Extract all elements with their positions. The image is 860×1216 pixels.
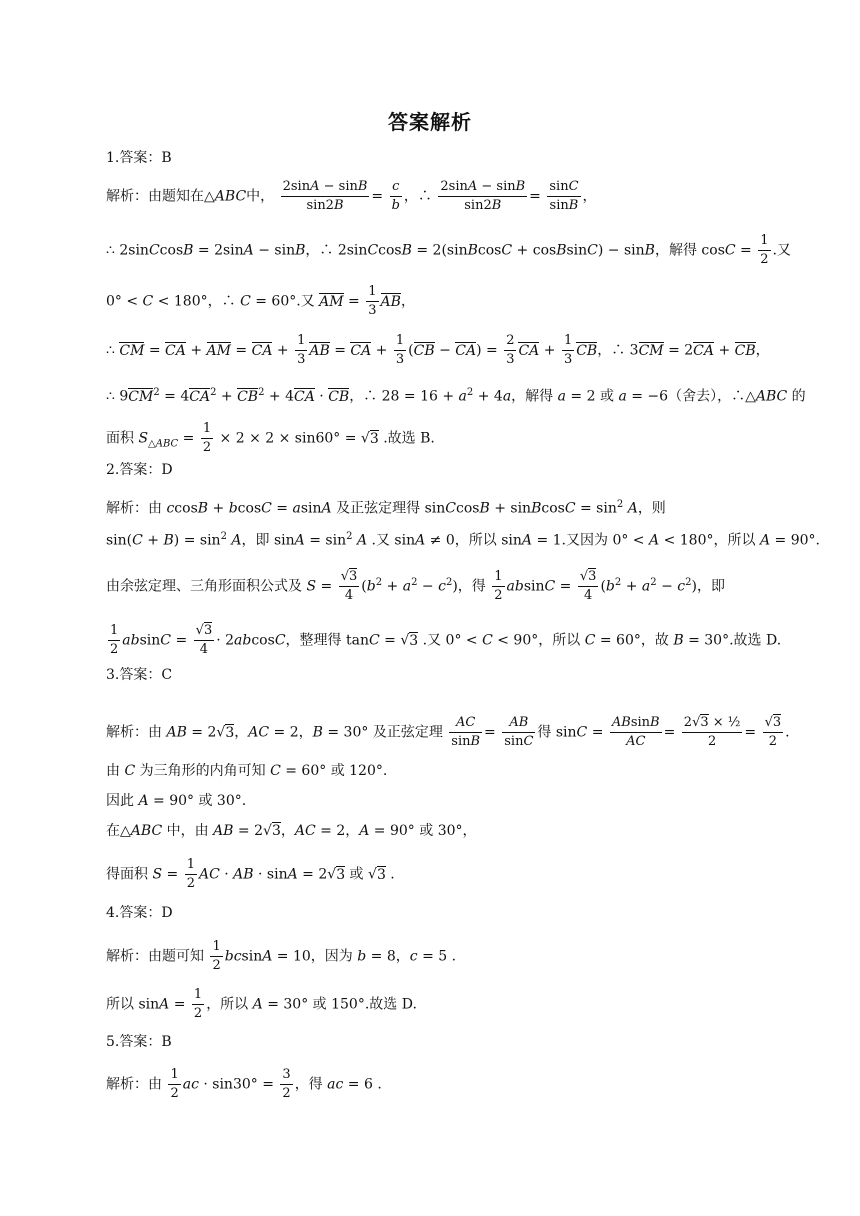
solution-3-line-4: 在△ABC 中，由 AB = 2√3，AC = 2，A = 90° 或 30°， [106,823,477,839]
answer-4-heading: 4.答案：D [106,905,173,921]
page-title: 答案解析 [388,110,472,134]
answer-3-heading: 3.答案：C [106,667,173,683]
solution-2-line-4: $\frac{1}{2}$ absinC = $\frac{√3}{4}$ · 2abcosC，整理得 tanC = √3 .又 0° < C < 90°，所以 C = 60°，故 B = 30°.故选 D. [110,623,782,657]
solution-2-line-2: $\sin(C + B) = \sin^2 A$，即 $\sin A = \sin^2 A$ .又 sinA ≠ 0，所以 sinA = 1.又因为 0° < A < 180°，所以 A = 90°. [106,531,820,549]
solution-1-line-4: ∴ CM = CA + AM = CA + $\frac{1}{3}$ AB = CA + $\frac{1}{3}$ (CB − CA) = $\frac{2}{3}$ CA + $\frac{1}{3}$ CB，∴ 3CM = 2CA + CB， [106,333,770,367]
answer-5-heading: 5.答案：B [106,1034,172,1050]
solution-1-line-6: 面积 $S_{\triangle ABC}$ = $\frac{1}{2}$ × 2 × 2 × sin60° = √3 .故选 B. [106,421,435,455]
solution-4-line-1: 解析：由题可知 $\frac{1}{2}$ bcsinA = 10，因为 b = 8，c = 5 . [106,939,457,973]
solution-2-line-3: 由余弦定理、三角形面积公式及 S = $\frac{√3}{4}$ $(b^2 + a^2 - c^2)$，得 $\frac{1}{2}$ absinC = $\frac{√3}{4}$ $(b^2 + a^2 - c^2)$，即 [106,569,725,603]
solution-3-line-3: 因此 A = 90° 或 30°. [106,793,247,809]
solution-3-line-2: 由 C 为三角形的内角可知 C = 60° 或 120°. [106,763,388,779]
solution-1-line-5: ∴ $9CM^2 = 4CA^2 + CB^2 + 4CA$ · CB，∴ $28 = 16 + a^2 + 4a$，解得 a = 2 或 a = −6（舍去），∴△ABC 的 [106,387,806,405]
answer-2-heading: 2.答案：D [106,462,173,478]
answer-1-heading: 1.答案：B [106,150,172,166]
solution-4-line-2: 所以 sinA = $\frac{1}{2}$ ，所以 A = 30° 或 150°.故选 D. [106,987,417,1021]
solution-3-line-5: 得面积 S = $\frac{1}{2}$ AC · AB · sinA = 2√3 或 √3 . [106,857,395,891]
solution-2-line-1: 解析：由 ccosB + bcosC = asinA 及正弦定理得 sinCcosB + sinBcosC = $\sin^2 A$，则 [106,499,666,517]
solution-5-line-1: 解析：由 $\frac{1}{2}$ ac · sin30° = $\frac{3}{2}$ ，得 ac = 6 . [106,1067,382,1101]
solution-3-line-1: 解析：由 AB = 2√3，AC = 2，B = 30° 及正弦定理 $\frac{AC}{\sin B}$ = $\frac{AB}{\sin C}$ 得 sinC = $\frac{ABsinB}{AC}$ = $\frac{\text{2√3 × ½}}{2}$ = $\frac{√3}{2}$ . [106,715,790,749]
solution-1-line-1: 解析：由题知在△ABC中， $\frac{2\sin A - \sin B}{\sin 2B}$ = $\frac{c}{b}$ ，∴ $\frac{2\sin A - \sin B}{\sin 2B}$ = $\frac{\sin C}{\sin B}$ ， [106,179,597,213]
solution-1-line-3: 0° < C < 180°，∴ C = 60°.又 AM = $\frac{1}{3}$ AB， [106,284,415,318]
solution-1-line-2: ∴ 2sinCcosB = 2sinA − sinB，∴ 2sinCcosB = 2(sinBcosC + cosBsinC) − sinB，解得 cosC = $\frac{1}{2}$ .又 [106,233,791,267]
